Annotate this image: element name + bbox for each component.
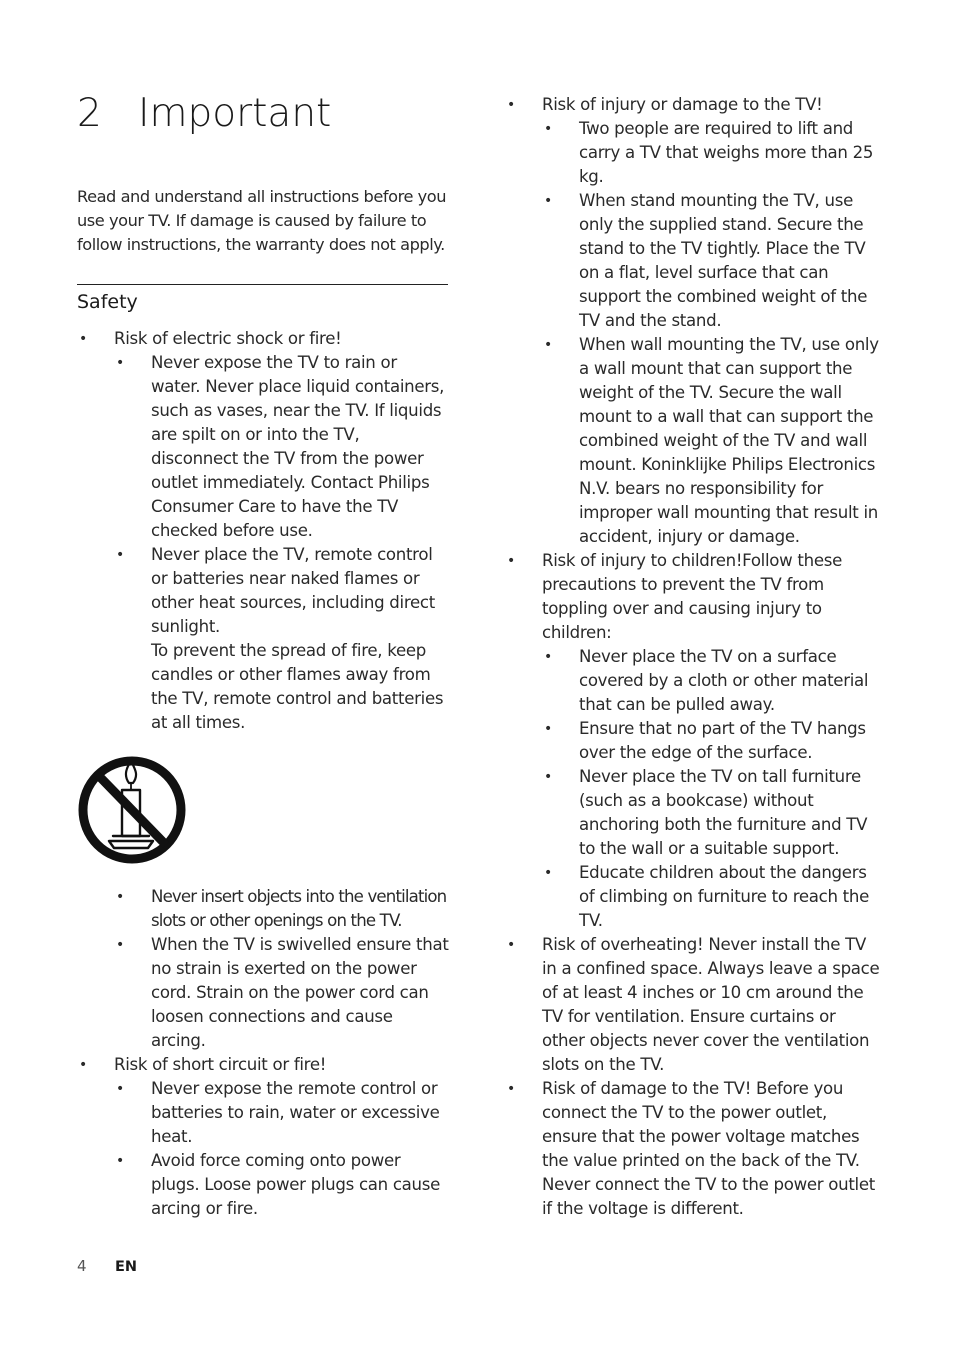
bullet-icon: • xyxy=(79,331,87,347)
bullet-icon: • xyxy=(116,889,124,905)
bullet-icon: • xyxy=(79,1057,87,1073)
sub-list-item xyxy=(542,189,880,333)
sub-list-item-text: Educate children about the dangers of climbing on furniture to reach the TV. xyxy=(579,863,869,930)
sub-list-item-text: When stand mounting the TV, use only the supplied stand. Secure the stand to the TV tightly. Place the TV on a flat, level surface that can support the combined weight of the TV and the stand. xyxy=(579,191,868,330)
bullet-icon: • xyxy=(544,337,552,353)
bullet-icon: • xyxy=(116,547,124,563)
sub-list xyxy=(114,1077,449,1221)
sub-list-item-text: Ensure that no part of the TV hangs over the edge of the surface. xyxy=(579,719,866,762)
list-item xyxy=(77,1053,449,1221)
sub-list-item xyxy=(114,543,449,735)
sub-list-item xyxy=(114,885,449,933)
bullet-icon: • xyxy=(116,937,124,953)
no-open-flame-candle-icon xyxy=(77,753,187,868)
bullet-icon: • xyxy=(507,1081,515,1097)
bullet-icon: • xyxy=(544,649,552,665)
safety-list-left xyxy=(77,327,449,735)
sub-list-item xyxy=(542,765,880,861)
list-item-text: Risk of overheating! Never install the TV in a confined space. Always leave a space of at least 4 inches or 10 cm around the TV for ventilation. Ensure curtains or other objects never cover the ventilation slots on the TV. xyxy=(542,935,880,1074)
list-item xyxy=(505,1077,880,1221)
sub-list-item-text: Two people are required to lift and carry a TV that weighs more than 25 kg. xyxy=(579,119,874,186)
sub-list-item xyxy=(114,1149,449,1221)
sub-list-item xyxy=(114,933,449,1053)
sub-list-item xyxy=(542,117,880,189)
list-item-text: Risk of short circuit or fire! xyxy=(114,1055,327,1074)
section-title-safety: Safety xyxy=(77,291,138,313)
bullet-icon: • xyxy=(544,193,552,209)
sub-list-item xyxy=(542,861,880,933)
sub-list-item-text: Avoid force coming onto power plugs. Loose power plugs can cause arcing or fire. xyxy=(151,1151,440,1218)
bullet-icon: • xyxy=(116,355,124,371)
bullet-icon: • xyxy=(116,1153,124,1169)
sub-list-item-text: When the TV is swivelled ensure that no strain is exerted on the power cord. Strain on the power cord can loosen connections and cause arcing. xyxy=(151,935,449,1050)
list-item-continued xyxy=(77,885,449,1053)
bullet-icon: • xyxy=(507,97,515,113)
sub-list-item-text: Never place the TV on tall furniture (such as a bookcase) without anchoring both the furniture and TV to the wall or a suitable support. xyxy=(579,767,868,858)
chapter-title: Important xyxy=(138,91,332,136)
sub-list-item-text: Never expose the remote control or batteries to rain, water or excessive heat. xyxy=(151,1079,440,1146)
section-divider xyxy=(77,284,448,285)
bullet-icon: • xyxy=(507,553,515,569)
language-code: EN xyxy=(115,1259,138,1275)
list-item-text: Risk of damage to the TV! Before you connect the TV to the power outlet, ensure that the power voltage matches the value printed on the back of the TV. Never connect the TV to the power outlet if the voltage is different. xyxy=(542,1079,875,1218)
list-item xyxy=(505,549,880,933)
safety-list-left-continued xyxy=(77,885,449,1221)
list-item xyxy=(505,933,880,1077)
sub-list-item-text: Never place the TV, remote control or batteries near naked flames or other heat sources, including direct sunlight. xyxy=(151,545,435,636)
sub-list xyxy=(114,351,449,735)
sub-list-item-text: When wall mounting the TV, use only a wall mount that can support the weight of the TV. Secure the wall mount to a wall that can support the combined weight of the TV and wall mount. Koninklijke Philips Electronics N.V. bears no responsibility for improper wall mounting that result in accident, injury or damage. xyxy=(579,335,879,546)
sub-list-item xyxy=(542,717,880,765)
bullet-icon: • xyxy=(544,721,552,737)
sub-list-item-text: Never insert objects into the ventilation slots or other openings on the TV. xyxy=(151,887,447,930)
sub-list-item xyxy=(542,645,880,717)
intro-paragraph: Read and understand all instructions before you use your TV. If damage is caused by failure to follow instructions, the warranty does not apply. xyxy=(77,187,447,254)
sub-list-item-text: Never expose the TV to rain or water. Never place liquid containers, such as vases, near the TV. If liquids are spilt on or into the TV, disconnect the TV from the power outlet immediately. Contact Philips Consumer Care to have the TV checked before use. xyxy=(151,353,445,540)
bullet-icon: • xyxy=(116,1081,124,1097)
sub-list-item xyxy=(114,1077,449,1149)
list-item-text: Risk of injury or damage to the TV! xyxy=(542,95,823,114)
bullet-icon: • xyxy=(544,865,552,881)
list-item xyxy=(77,327,449,735)
sub-list xyxy=(542,117,880,549)
sub-list-item xyxy=(114,351,449,543)
list-item xyxy=(505,93,880,549)
chapter-heading xyxy=(77,88,331,140)
bullet-icon: • xyxy=(544,121,552,137)
list-item-text: Risk of electric shock or fire! xyxy=(114,329,342,348)
page-footer xyxy=(77,1255,137,1278)
bullet-icon: • xyxy=(507,937,515,953)
sub-list xyxy=(542,645,880,933)
safety-list-right xyxy=(505,93,880,1221)
list-item-text: Risk of injury to children!Follow these precautions to prevent the TV from toppling over and causing injury to children: xyxy=(542,551,842,642)
bullet-icon: • xyxy=(544,769,552,785)
fire-prevention-note: To prevent the spread of fire, keep candles or other flames away from the TV, remote control and batteries at all times. xyxy=(151,641,444,732)
page-number: 4 xyxy=(77,1257,87,1275)
sub-list xyxy=(114,885,449,1053)
sub-list-item xyxy=(542,333,880,549)
sub-list-item-text: Never place the TV on a surface covered by a cloth or other material that can be pulled away. xyxy=(579,647,869,714)
chapter-number: 2 xyxy=(77,91,102,136)
